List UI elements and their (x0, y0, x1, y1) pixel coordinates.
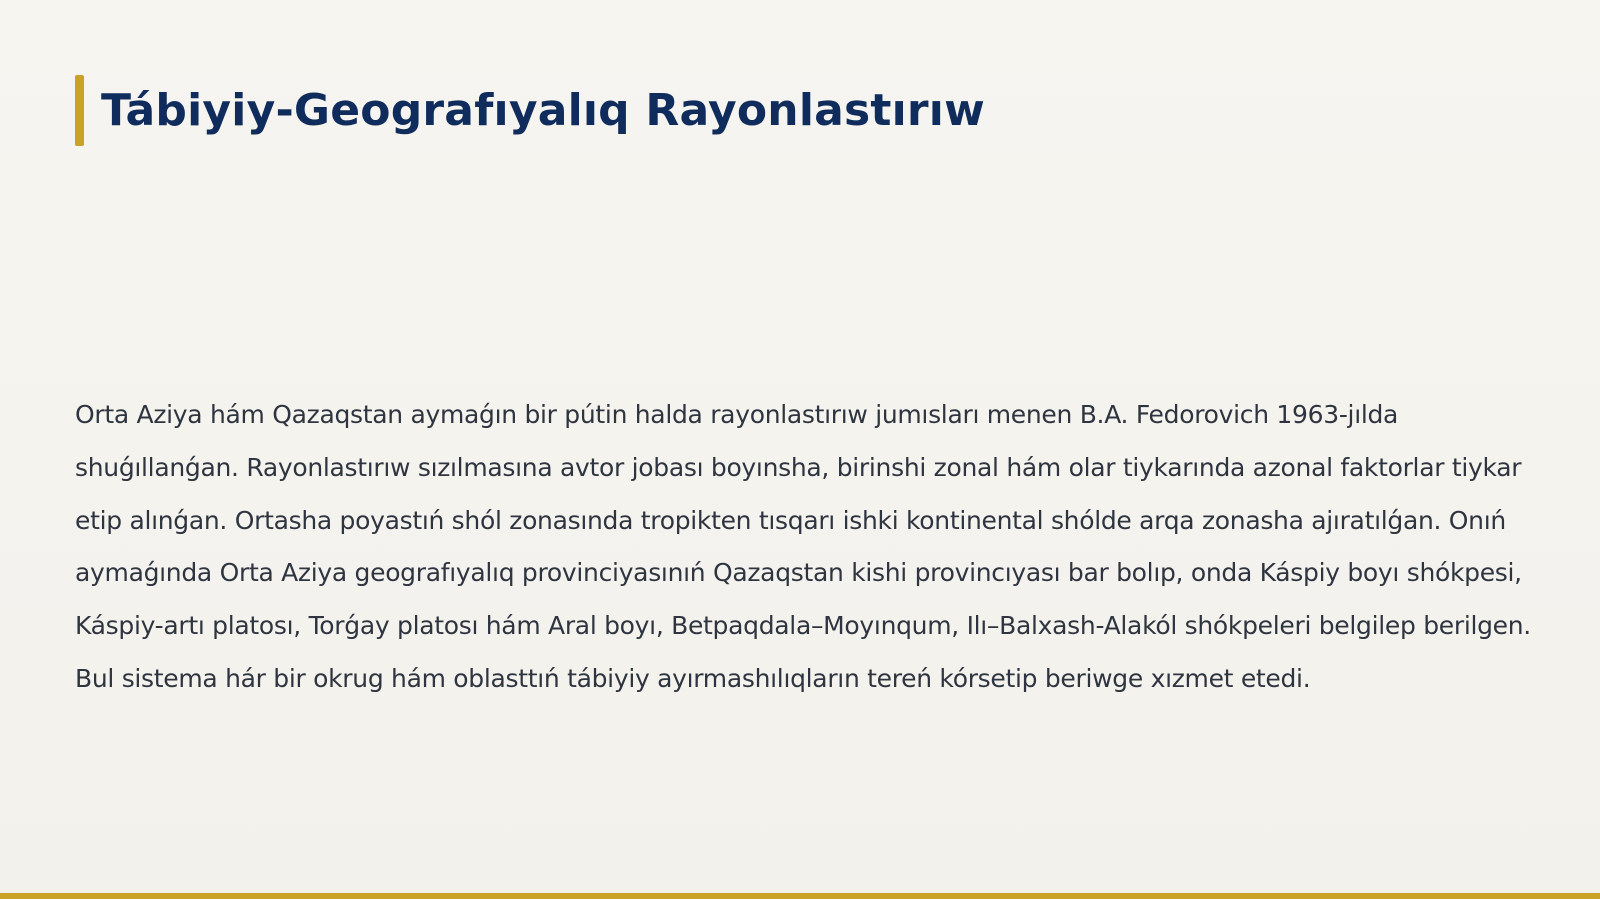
slide-body-text: Orta Aziya hám Qazaqstan aymaǵın bir pútin halda rayonlastırıw jumısları menen B.A. Fedorovich 1963-jılda shuǵıllanǵan. Rayonlastırıw sızılmasına avtor jobası boyınsha, birinshi zonal hám olar tiykarında azonal faktorlar tiykar etip alınǵan. Ortasha poyastıń shól zonasında tropikten tısqarı ishki kontinental shólde arqa zonasha ajıratılǵan. Onıń aymaǵında Orta Aziya geografıyalıq provinciyasınıń Qazaqstan kishi provincıyası bar bolıp, onda Káspiy boyı shókpesi, Káspiy-artı platosı, Torǵay platosı hám Aral boyı, Betpaqdala–Moyınqum, Ilı–Balxash-Alakól shókpeleri belgilep berilgen. Bul sistema hár bir okrug hám oblasttıń tábiyiy ayırmashılıqların tereń kórsetip beriwge xızmet etedi. (75, 400, 1531, 693)
title-block (75, 75, 985, 146)
bottom-accent-bar (0, 893, 1600, 899)
title-accent-bar (75, 75, 84, 146)
slide-title: Tábiyiy-Geografıyalıq Rayonlastırıw (101, 85, 985, 136)
